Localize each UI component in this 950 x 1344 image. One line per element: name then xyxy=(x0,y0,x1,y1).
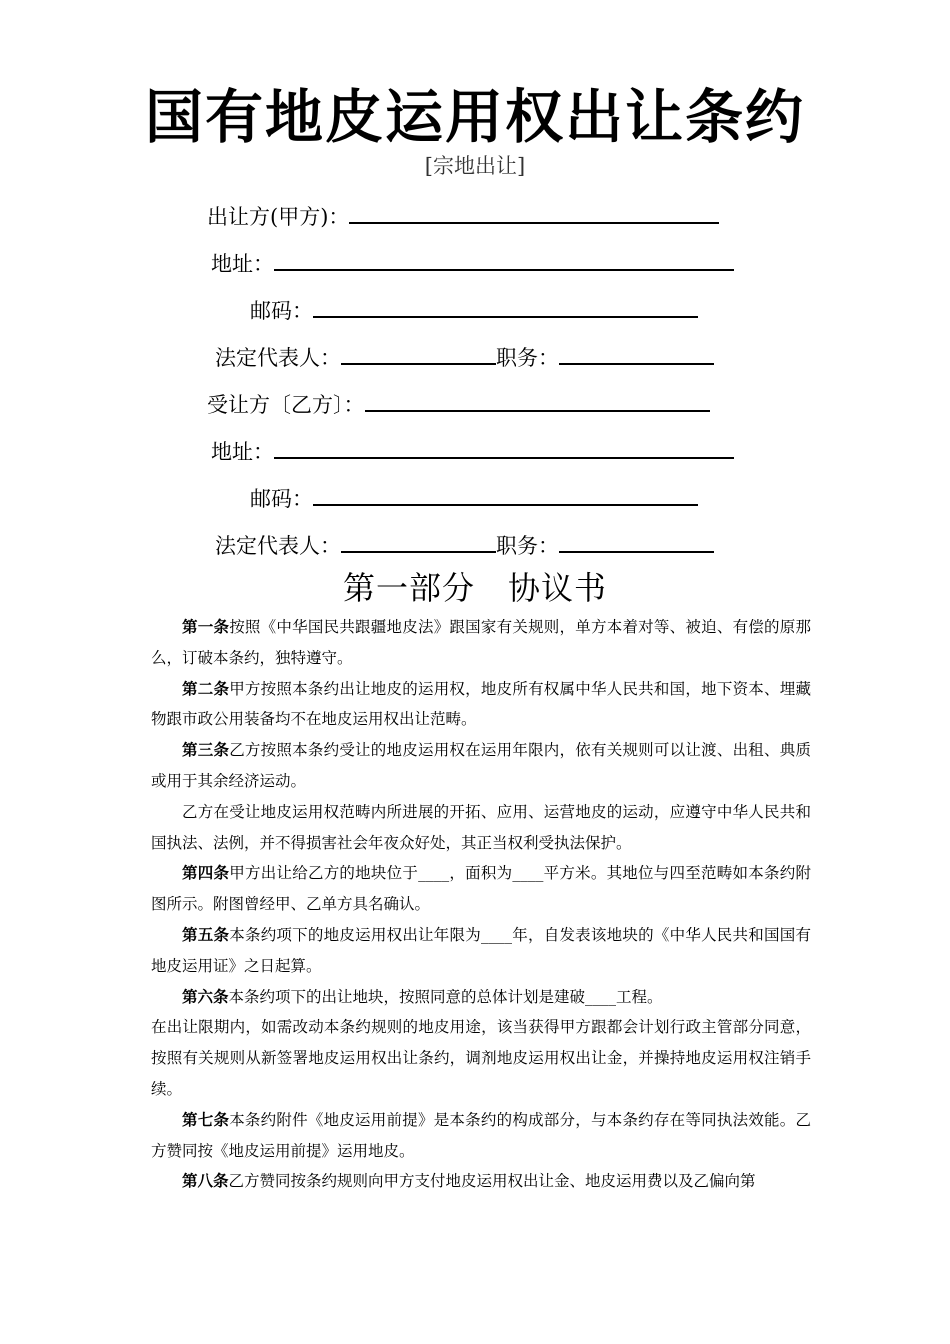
agreement-body xyxy=(151,612,811,1197)
party-b-field xyxy=(207,388,710,418)
party-b-label: 受让方〔乙方〕： xyxy=(207,393,365,417)
article-label: 第二条 xyxy=(182,679,230,698)
party-a-postcode-label: 邮码： xyxy=(250,299,313,323)
article-text: 乙方按照本条约受让的地皮运用权在运用年限内，依有关规则可以让渡、出租、典质或用于其余经济运动。 xyxy=(151,741,811,790)
article-label: 第一条 xyxy=(182,618,230,636)
article-label: 第七条 xyxy=(182,1110,230,1129)
article-paragraph xyxy=(151,612,811,674)
party-b-address-field xyxy=(211,435,734,465)
party-b-rep-field xyxy=(215,529,714,559)
document-subtitle: [宗地出让] xyxy=(424,154,526,178)
party-b-blank[interactable] xyxy=(365,388,710,412)
party-a-label: 出让方(甲方)： xyxy=(207,205,350,229)
article-paragraph xyxy=(151,1012,811,1104)
party-a-field xyxy=(207,200,719,230)
party-b-postcode-blank[interactable] xyxy=(313,482,698,506)
article-text: 本条约项下的地皮运用权出让年限为____年，自发表该地块的《中华人民共和国国有地皮运用证》之日起算。 xyxy=(151,925,811,975)
article-paragraph xyxy=(151,920,811,982)
article-paragraph xyxy=(151,735,811,797)
party-b-rep-label: 法定代表人： xyxy=(215,534,341,558)
article-text: 乙方在受让地皮运用权范畴内所进展的开拓、应用、运营地皮的运动，应遵守中华人民共和国执法、法例，并不得损害社会年夜众好处，其正当权利受执法保护。 xyxy=(151,802,811,852)
party-a-rep-label: 法定代表人： xyxy=(215,346,341,370)
party-b-position-label: 职务： xyxy=(496,534,559,558)
party-a-postcode-blank[interactable] xyxy=(313,294,698,318)
article-label: 第六条 xyxy=(182,987,229,1006)
party-b-position-blank[interactable] xyxy=(559,529,714,553)
article-paragraph xyxy=(151,1105,811,1167)
party-a-postcode-field xyxy=(250,294,698,324)
article-label: 第四条 xyxy=(182,864,230,883)
article-text: 甲方按照本条约出让地皮的运用权，地皮所有权属中华人民共和国，地下资本、埋藏物跟市政公用装备均不在地皮运用权出让范畴。 xyxy=(151,679,811,729)
party-a-blank[interactable] xyxy=(349,200,719,224)
party-a-rep-blank[interactable] xyxy=(341,341,496,365)
party-b-rep-blank[interactable] xyxy=(341,529,496,553)
party-b-postcode-label: 邮码： xyxy=(250,487,313,511)
party-a-position-blank[interactable] xyxy=(559,341,714,365)
article-paragraph xyxy=(151,858,811,920)
article-text: 本条约附件《地皮运用前提》是本条约的构成部分，与本条约存在等同执法效能。乙方赞同按《地皮运用前提》运用地皮。 xyxy=(151,1110,811,1160)
article-paragraph xyxy=(151,674,811,736)
article-label: 第八条 xyxy=(182,1172,229,1191)
party-b-postcode-field xyxy=(250,482,698,512)
party-b-address-blank[interactable] xyxy=(274,435,734,459)
document-title: 国有地皮运用权出让条约 xyxy=(144,83,805,151)
article-text: 在出让限期内，如需改动本条约规则的地皮用途，该当获得甲方跟都会计划行政主管部分同意，按照有关规则从新签署地皮运用权出让条约，调剂地皮运用权出让金，并操持地皮运用权注销手续。 xyxy=(151,1018,811,1098)
party-a-address-label: 地址： xyxy=(211,252,274,276)
party-b-address-label: 地址： xyxy=(211,440,274,464)
party-a-address-blank[interactable] xyxy=(274,247,734,271)
article-text: 甲方出让给乙方的地块位于____，面积为____平方米。其地位与四至范畴如本条约附图所示。附图曾经甲、乙单方具名确认。 xyxy=(151,864,811,914)
article-paragraph xyxy=(151,797,811,859)
article-paragraph xyxy=(151,1166,811,1197)
party-a-address-field xyxy=(211,247,734,277)
article-text: 本条约项下的出让地块，按照同意的总体计划是建破____工程。 xyxy=(228,987,663,1006)
article-text: 乙方赞同按条约规则向甲方支付地皮运用权出让金、地皮运用费以及乙偏向第 xyxy=(228,1172,756,1191)
party-a-rep-field xyxy=(215,341,714,371)
part-one-heading: 第一部分 协议书 xyxy=(342,569,607,607)
party-a-position-label: 职务： xyxy=(496,346,559,370)
article-label: 第三条 xyxy=(182,741,230,760)
article-text: 按照《中华国民共跟疆地皮法》跟国家有关规则，单方本着对等、被迫、有偿的原那么，订破本条约，独特遵守。 xyxy=(151,618,811,667)
article-label: 第五条 xyxy=(182,925,230,944)
article-paragraph xyxy=(151,982,811,1013)
